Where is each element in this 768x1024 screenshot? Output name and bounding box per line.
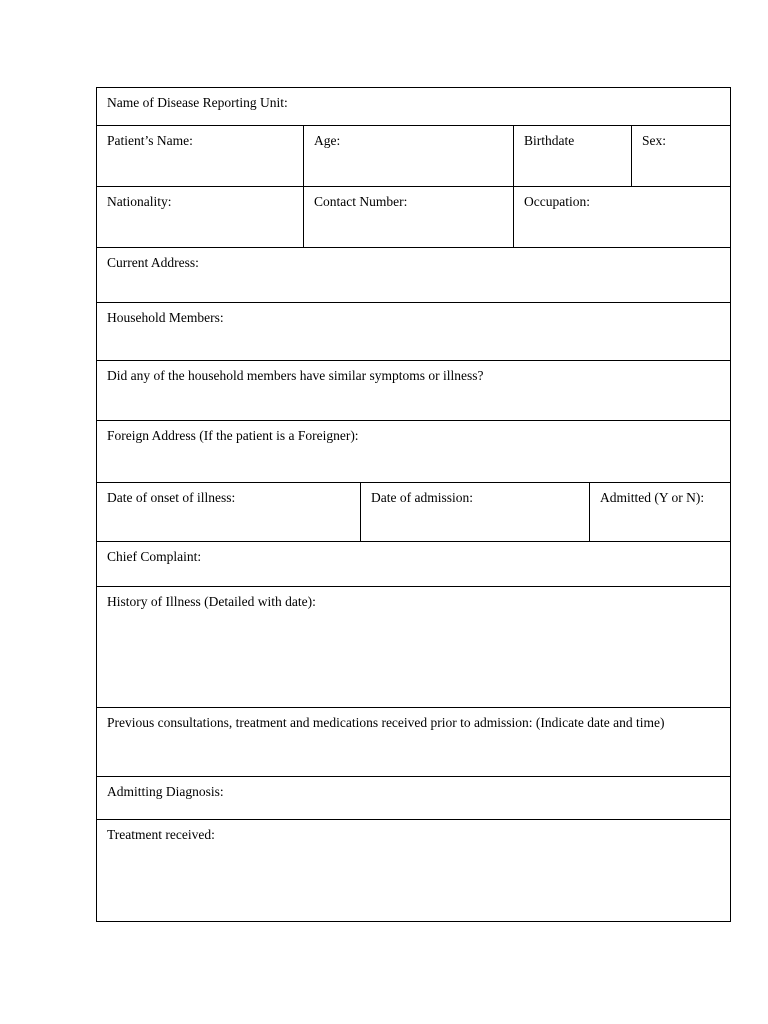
foreign-address-row <box>97 421 730 483</box>
history-of-illness-field[interactable] <box>97 587 730 707</box>
treatment-received-row <box>97 820 730 921</box>
reporting-unit-field[interactable] <box>97 88 730 125</box>
date-admission-label: Date of admission: <box>371 490 473 505</box>
contact-number-field[interactable] <box>304 187 514 247</box>
current-address-row <box>97 248 730 303</box>
sex-field[interactable] <box>632 126 730 186</box>
dates-row <box>97 483 730 542</box>
birthdate-field[interactable] <box>514 126 632 186</box>
patient-name-field[interactable] <box>97 126 304 186</box>
contact-number-label: Contact Number: <box>314 194 408 209</box>
foreign-address-label: Foreign Address (If the patient is a Foreigner): <box>107 428 359 443</box>
patient-info-row <box>97 126 730 187</box>
nationality-label: Nationality: <box>107 194 172 209</box>
household-symptoms-row <box>97 361 730 421</box>
history-of-illness-label: History of Illness (Detailed with date): <box>107 594 316 609</box>
admitted-label: Admitted (Y or N): <box>600 490 705 505</box>
chief-complaint-label: Chief Complaint: <box>107 549 202 564</box>
household-symptoms-field[interactable] <box>97 361 730 420</box>
age-label: Age: <box>314 133 341 148</box>
date-onset-field[interactable] <box>97 483 361 541</box>
admitting-diagnosis-label: Admitting Diagnosis: <box>107 784 224 799</box>
chief-complaint-field[interactable] <box>97 542 730 586</box>
patient-name-label: Patient’s Name: <box>107 133 193 148</box>
sex-label: Sex: <box>642 133 667 148</box>
treatment-received-field[interactable] <box>97 820 730 921</box>
current-address-field[interactable] <box>97 248 730 302</box>
occupation-field[interactable] <box>514 187 730 247</box>
nationality-row <box>97 187 730 248</box>
previous-consultations-field[interactable] <box>97 708 730 776</box>
current-address-label: Current Address: <box>107 255 199 270</box>
foreign-address-field[interactable] <box>97 421 730 482</box>
reporting-unit-label: Name of Disease Reporting Unit: <box>107 95 288 110</box>
history-of-illness-row <box>97 587 730 708</box>
household-members-row <box>97 303 730 361</box>
admitted-field[interactable] <box>590 483 730 541</box>
chief-complaint-row <box>97 542 730 587</box>
household-symptoms-label: Did any of the household members have similar symptoms or illness? <box>107 368 484 383</box>
household-members-label: Household Members: <box>107 310 224 325</box>
reporting-unit-row <box>97 88 730 126</box>
previous-consultations-label: Previous consultations, treatment and medications received prior to admission: (Indicate date and time) <box>107 715 665 730</box>
birthdate-label: Birthdate <box>524 133 575 148</box>
occupation-label: Occupation: <box>524 194 590 209</box>
date-onset-label: Date of onset of illness: <box>107 490 236 505</box>
disease-report-form <box>96 87 731 922</box>
previous-consultations-row <box>97 708 730 777</box>
date-admission-field[interactable] <box>361 483 590 541</box>
household-members-field[interactable] <box>97 303 730 360</box>
treatment-received-label: Treatment received: <box>107 827 215 842</box>
age-field[interactable] <box>304 126 514 186</box>
admitting-diagnosis-field[interactable] <box>97 777 730 819</box>
nationality-field[interactable] <box>97 187 304 247</box>
admitting-diagnosis-row <box>97 777 730 820</box>
